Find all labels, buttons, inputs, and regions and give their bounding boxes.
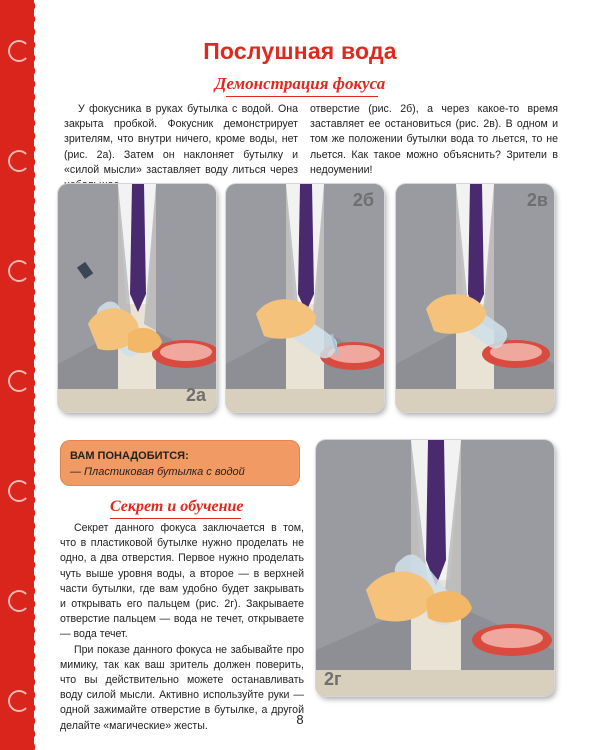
decorative-scallop-edge [30,0,42,750]
supplies-item: — Пластиковая бутылка с водой [70,466,245,478]
page-number: 8 [296,712,304,727]
swirl-ornament [8,480,30,502]
intro-paragraph-left: У фокусника в руках бутылка с водой. Она закрыта пробкой. Фокусник демонстрирует зрителям, что внутри ничего, кроме воды, нет (рис. 2а). Затем он наклоняет бутылку и «силой мысли» заставляет воду литься через [64,103,298,176]
illustration-magician-bottle [316,440,554,696]
swirl-ornament [8,590,30,612]
figure-2g [316,440,554,696]
swirl-ornament [8,370,30,392]
illustration-magician-bottle [58,184,216,412]
secret-paragraph: Секрет данного фокуса заключается в том, что в пластиковой бутылке нужно проделать не одно, а два отверстия. Первое нужно проделать чуть выше уровня воды, а второе — в верхней части бутылки, где вам удобно будет закрывать и открывать его пальцем (рис. 2г). Закрываете отверстие пальцем — вода не течет, открываете — вода течет. [60,522,304,641]
figure-label: 2г [324,669,342,689]
secret-heading-underline [110,518,241,519]
figure-label: 2б [352,190,374,210]
intro-paragraph-right: отверстие (рис. 2б), а через какое-то время заставляет ее остановиться (рис. 2в). В одном и том же положении бутылки вода то льется, то не льется. Как такое можно объяснить? Зрители в недоумении! [310,103,558,176]
swirl-ornament [8,150,30,172]
intro-text-right [310,102,558,178]
secret-body [60,521,304,734]
figure-2b [226,184,384,412]
supplies-box [60,440,300,486]
figure-label: 2в [526,190,548,210]
intro-text-left [64,102,298,193]
section-subtitle: Демонстрация фокуса [214,74,386,93]
illustration-magician-bottle [226,184,384,412]
secret-heading: Секрет и обучение [110,498,244,515]
subtitle-underline [226,96,378,97]
swirl-ornament [8,260,30,282]
page-title: Послушная вода [203,38,397,64]
secret-paragraph: При показе данного фокуса не забывайте про мимику, так как ваш зритель должен поверить, что вы действительно можете останавливать воду силой мысли. Активно используйте руки — одной зажимайте отверстие в бутылке, а другой делайте «магические» жесты. [60,643,304,732]
figure-2a [58,184,216,412]
swirl-ornament [8,690,30,712]
figure-2v [396,184,554,412]
figure-label: 2а [185,385,206,405]
illustration-magician-bottle [396,184,554,412]
supplies-heading: ВАМ ПОНАДОБИТСЯ: [70,450,189,462]
